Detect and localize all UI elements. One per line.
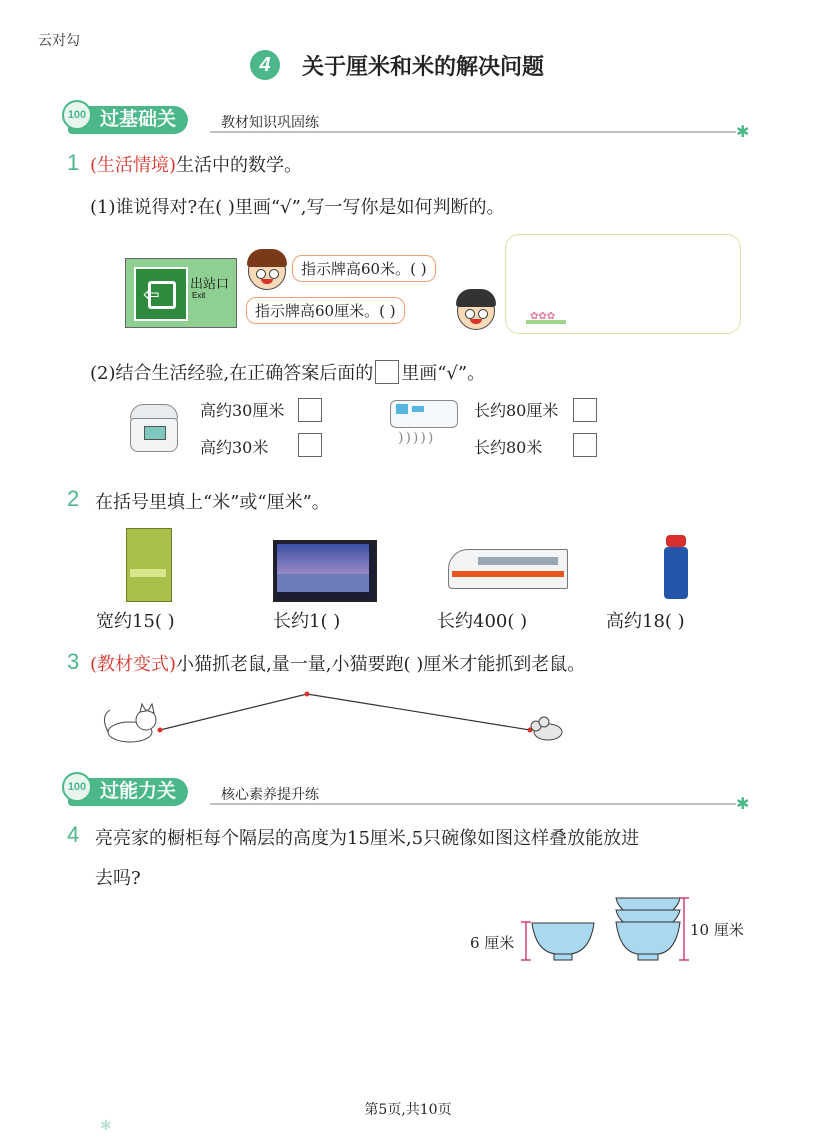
exit-sign-label-en: Exit <box>192 291 206 300</box>
section-label: 过基础关 <box>68 106 188 134</box>
water-bottle-image <box>662 535 690 601</box>
option-label: 高约30米 <box>200 438 269 457</box>
path-point-mid <box>305 692 310 697</box>
inline-box-icon <box>375 360 399 384</box>
question-tag: (教材变式) <box>90 654 177 675</box>
checkbox-ac-80cm[interactable] <box>573 398 597 422</box>
airflow-icon: ))))) <box>398 430 436 446</box>
option-label: 长约80米 <box>474 438 543 457</box>
question-number: 1 <box>67 150 80 175</box>
option-label: 长约80厘米 <box>474 401 559 420</box>
question-number: 3 <box>67 649 80 674</box>
answer-writing-area[interactable] <box>505 234 741 334</box>
subquestion-text-2b: 里画“√”。 <box>401 363 486 384</box>
fill-item-notebook: 宽约15( ) <box>96 611 175 632</box>
page-footer: 第5页,共10页 <box>364 1102 452 1118</box>
television-image <box>273 540 377 602</box>
notebook-image <box>126 528 172 602</box>
bowls-diagram <box>518 890 718 970</box>
mouse-icon <box>531 717 562 740</box>
single-bowl-height-label: 6 厘米 <box>470 934 515 952</box>
star-icon: ✱ <box>736 794 750 813</box>
question-tag: (生活情境) <box>90 155 177 176</box>
exit-sign-image <box>125 258 237 328</box>
path-point-cat <box>158 728 163 733</box>
question-text: 在括号里填上“米”或“厘米”。 <box>95 492 330 513</box>
badge-100-icon: 100 <box>62 100 92 130</box>
subquestion-text-2 <box>90 359 485 385</box>
brand-label: 云对勾 <box>38 33 80 49</box>
question-text <box>90 650 585 676</box>
checkbox-cooker-30cm[interactable] <box>298 398 322 422</box>
fill-item-train: 长约400( ) <box>437 611 528 632</box>
section-divider <box>210 131 736 133</box>
badge-100-icon: 100 <box>62 772 92 802</box>
question-text-line1: 亮亮家的橱柜每个隔层的高度为15厘米,5只碗像如图这样叠放能放进 <box>95 828 640 849</box>
star-icon: ✱ <box>736 122 750 141</box>
star-decoration-icon: ✱ <box>100 1118 112 1134</box>
page-title: 关于厘米和米的解决问题 <box>302 54 545 79</box>
subquestion-text-2a: (2)结合生活经验,在正确答案后面的 <box>90 363 374 384</box>
cat-mouse-path-diagram <box>100 686 580 752</box>
speech-bubble-boy: 指示牌高60厘米。( ) <box>246 297 405 324</box>
option-label: 高约30厘米 <box>200 401 285 420</box>
checkbox-cooker-30m[interactable] <box>298 433 322 457</box>
section-subtitle: 核心素养提升练 <box>221 786 319 802</box>
section-divider <box>210 803 736 805</box>
exit-icon: ⇦ <box>134 267 188 321</box>
stacked-bowls-height-label: 10 厘米 <box>690 921 744 939</box>
question-text <box>90 151 302 177</box>
cat-icon <box>104 704 156 742</box>
question-number: 4 <box>67 822 80 847</box>
flower-icon: ✿✿✿ <box>530 311 556 322</box>
air-conditioner-image <box>390 400 458 460</box>
question-body: 小猫抓老鼠,量一量,小猫要跑( )厘米才能抓到老鼠。 <box>176 654 586 675</box>
fill-item-bottle: 高约18( ) <box>606 611 685 632</box>
checkbox-ac-80m[interactable] <box>573 433 597 457</box>
fill-item-tv: 长约1( ) <box>273 611 341 632</box>
section-label: 过能力关 <box>68 778 188 806</box>
girl-avatar <box>248 252 286 290</box>
single-bowl-icon <box>532 923 594 960</box>
question-body: 生活中的数学。 <box>176 155 303 176</box>
lesson-number-badge: 4 <box>250 50 280 80</box>
subquestion-text: (1)谁说得对?在( )里画“√”,写一写你是如何判断的。 <box>90 197 505 218</box>
question-text-line2: 去吗? <box>95 868 141 889</box>
boy-avatar <box>457 292 495 330</box>
path-line <box>160 694 530 730</box>
train-image <box>448 545 568 591</box>
stacked-bowls-icon <box>616 898 680 960</box>
exit-sign-label: 出站口 <box>190 276 230 291</box>
section-subtitle: 教材知识巩固练 <box>221 114 319 130</box>
question-number: 2 <box>67 486 80 511</box>
speech-bubble-girl: 指示牌高60米。( ) <box>292 255 436 282</box>
rice-cooker-image <box>128 402 180 454</box>
